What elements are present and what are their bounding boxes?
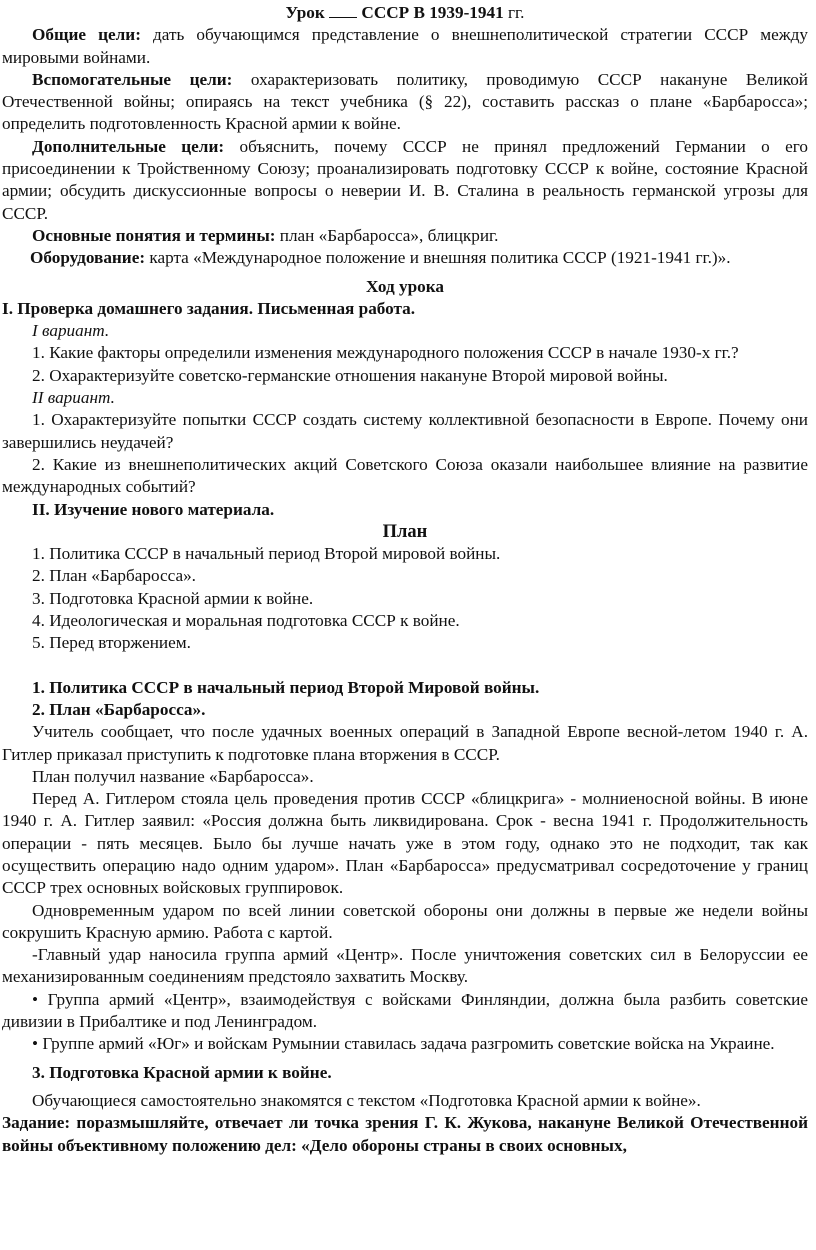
lesson-topic: СССР В 1939-1941 [361,3,504,22]
terms-label: Основные понятия и термины: [32,225,276,245]
extra-goals-label: Дополнительные цели: [32,136,225,156]
body-paragraph: -Главный удар наносила группа армий «Центр». После уничтожения советских сил в Белоруссии ее механизированным соединениям предстояло захватить Москву. [2,945,808,987]
v1-question-2: 2. Охарактеризуйте советско-германские отношения накануне Второй мировой войны. [32,365,668,385]
general-goals-label: Общие цели: [32,25,141,45]
body-paragraph: • Группе армий «Юг» и войскам Румынии ставилась задача разгромить советские войска на Украине. [32,1034,775,1054]
plan-item: 1. Политика СССР в начальный период Второй мировой войны. [32,544,501,564]
section2-title: II. Изучение нового материала. [32,499,275,519]
extra-goals-text: объяснить, почему СССР не принял предложений Германии о его присоединении к Тройственному Союзу; проанализировать подготовку СССР к войне, состояние Красной армии; обсудить дискуссионные вопросы о неверии И. В. Сталина в реальность германской угрозы для СССР. [2,136,808,223]
lesson-years-suffix: гг. [507,3,525,22]
equipment-label: Оборудование: [30,248,146,268]
lesson-number-blank [329,3,357,18]
v2-question-2: 2. Какие из внешнеполитических акций Советского Союза оказали наибольшее влияние на развитие международных событий? [2,454,808,497]
body-paragraph: Обучающиеся самостоятельно знакомятся с текстом «Подготовка Красной армии к войне». [32,1090,701,1110]
body-heading-3: 3. Подготовка Красной армии к войне. [32,1062,332,1082]
equipment-text: карта «Международное положение и внешняя политика СССР (1921-1941 гг.)». [149,248,731,268]
variant1-label: I вариант. [32,321,110,341]
body-paragraph: Одновременным ударом по всей линии советской обороны они должны в первые же недели войны сокрушить Красную армию. Работа с картой. [2,900,808,942]
body-heading-1: 1. Политика СССР в начальный период Второй Мировой войны. [32,677,540,697]
aux-goals [2,69,808,136]
lesson-title [2,2,808,24]
terms-text: план «Барбаросса», блицкриг. [279,225,499,245]
section1-title: I. Проверка домашнего задания. Письменная работа. [2,298,416,318]
variant2-label: II вариант. [32,388,115,408]
lesson-heading: Ход урока [366,276,444,296]
lesson-word: Урок [285,3,325,22]
plan-heading: План [382,521,428,542]
equipment [2,247,808,269]
body-paragraph: План получил название «Барбаросса». [32,766,314,786]
terms [2,225,808,247]
task-paragraph: Задание: поразмышляйте, отвечает ли точка зрения Г. К. Жукова, накануне Великой Отечественной войны объективному положению дел: «Дело обороны страны в своих основных, [2,1113,808,1155]
v2-question-1: 1. Охарактеризуйте попытки СССР создать систему коллективной безопасности в Европе. Почему они завершились неудачей? [2,410,808,452]
plan-item: 2. План «Барбаросса». [32,566,196,586]
aux-goals-text: охарактеризовать политику, проводимую СССР накануне Великой Отечественной войны; опираясь на текст учебника (§ 22), составить рассказ о плане «Барбаросса»; определить подготовленность Красной армии к войне. [2,69,808,134]
body-paragraph: • Группа армий «Центр», взаимодействуя с войсками Финляндии, должна была разбить советские дивизии в Прибалтике и под Ленинградом. [2,989,808,1032]
body-paragraph: Учитель сообщает, что после удачных военных операций в Западной Европе весной-летом 1940 г. А. Гитлер приказал приступить к подготовке плана вторжения в СССР. [2,722,808,764]
body-heading-2: 2. План «Барбаросса». [32,699,206,719]
general-goals [2,24,808,69]
plan-item: 4. Идеологическая и моральная подготовка СССР к войне. [32,611,460,631]
plan-item: 5. Перед вторжением. [32,633,191,653]
general-goals-text: дать обучающимся представление о внешнеполитической стратегии СССР между мировыми войнами. [2,25,808,67]
extra-goals [2,136,808,225]
body-paragraph: Перед А. Гитлером стояла цель проведения против СССР «блицкрига» - молниеносной войны. В июне 1940 г. А. Гитлер заявил: «Россия должна быть ликвидирована. Срок - весна 1941 г. Продолжительность операции - пять месяцев. Было бы лучше начать уже в этом году, однако это не подходит, так как осуществить операцию надо одним ударом». План «Барбаросса» предусматривал сосредоточение у границ СССР трех основных войсковых группировок. [2,789,808,898]
plan-item: 3. Подготовка Красной армии к войне. [32,588,314,608]
aux-goals-label: Вспомогательные цели: [32,69,233,89]
v1-question-1: 1. Какие факторы определили изменения международного положения СССР в начале 1930-х гг.? [32,343,739,363]
